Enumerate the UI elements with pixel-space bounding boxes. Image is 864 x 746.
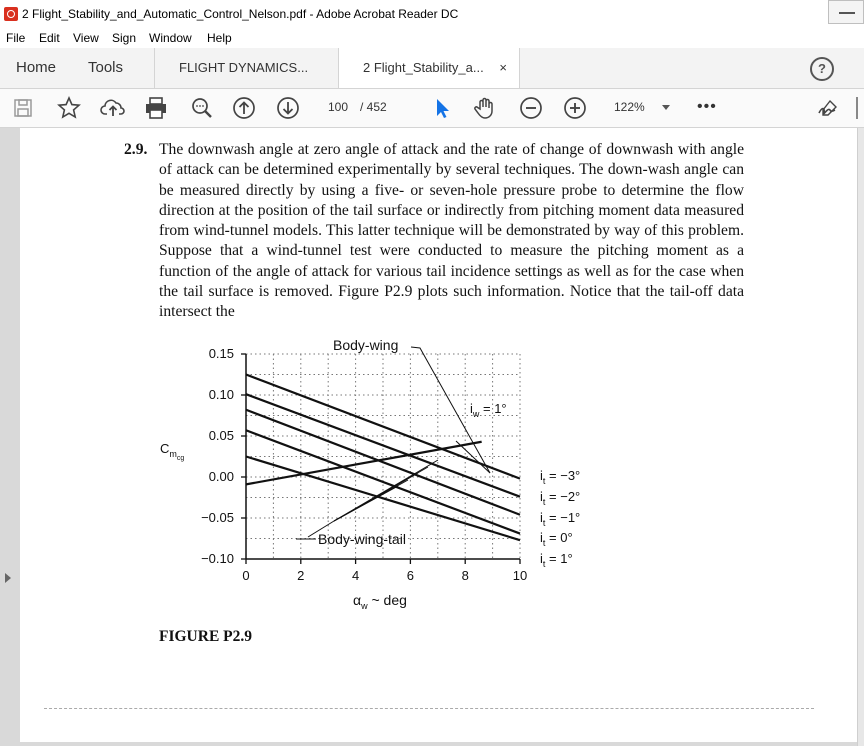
- series-label: $i_t = -1^\circ$: [540, 510, 581, 528]
- page-bottom-rule: [44, 708, 814, 709]
- hand-tool-icon[interactable]: [472, 95, 498, 121]
- zoom-out-icon[interactable]: [518, 95, 544, 121]
- body-wing-tail-label: Body-wing-tail: [318, 531, 406, 547]
- close-tab-icon[interactable]: ×: [499, 60, 507, 75]
- save-icon[interactable]: [10, 95, 36, 121]
- vertical-scrollbar[interactable]: [857, 128, 864, 746]
- select-arrow-icon[interactable]: [429, 95, 455, 121]
- problem-text: The downwash angle at zero angle of attack and the rate of change of downwash with angle of attack can be determined experimentally by several techniques. The down-wash angle can be measured directly by using a five- or seven-hole pressure probe to determine the flow direction at the position of the tail surface or indirectly from pitching moment data measured from wind-tunnel models. This latter technique will be demonstrated by way of this problem. Suppose that a wind-tunnel test were conducted to measure the pitching moment as a function of the angle of attack for various tail incidence settings as well as for the case when the tail surface is removed. Figure P2.9 plots such information. Notice that the tail-off data intersect the: [159, 141, 744, 321]
- x-axis-label: $\alpha_w$ ~ deg: [353, 592, 407, 611]
- menu-edit[interactable]: Edit: [39, 31, 60, 45]
- menu-sign[interactable]: Sign: [112, 31, 137, 45]
- series-label: $i_t = 0^\circ$: [540, 530, 573, 548]
- toolbar: [0, 89, 864, 128]
- help-icon[interactable]: ?: [810, 57, 834, 81]
- tab-label: 2 Flight_Stability_a...: [363, 60, 484, 75]
- figure-caption: FIGURE P2.9: [159, 628, 252, 645]
- page-total: / 452: [360, 100, 387, 114]
- y-axis-label: $C_{mcg}$: [160, 441, 185, 462]
- menu-help[interactable]: Help: [207, 31, 232, 45]
- more-tools-icon[interactable]: •••: [697, 98, 717, 115]
- chevron-down-icon: [662, 105, 670, 110]
- x-tick-label: 10: [512, 568, 528, 583]
- x-tick-label: 6: [406, 568, 415, 583]
- menu-window[interactable]: Window: [149, 31, 192, 45]
- left-gutter: [0, 128, 20, 746]
- y-tick-label: −0.05: [201, 510, 234, 525]
- acrobat-pdf-icon: [4, 7, 18, 21]
- series-label: $i_t = 1^\circ$: [540, 551, 573, 569]
- menu-bar: [0, 30, 864, 49]
- tab-bar: [0, 48, 864, 89]
- y-tick-label: 0.10: [208, 387, 234, 402]
- window-title: 2 Flight_Stability_and_Automatic_Control_Nelson.pdf - Adobe Acrobat Reader DC: [22, 7, 459, 21]
- menu-file[interactable]: File: [6, 31, 26, 45]
- toolbar-edge: [856, 97, 858, 119]
- tab-document-flight-stability[interactable]: [338, 48, 520, 88]
- iw-label: $i_w = 1^\circ$: [470, 401, 507, 419]
- sign-icon[interactable]: [815, 95, 841, 121]
- x-tick-label: 2: [297, 568, 305, 583]
- series-line: [246, 442, 482, 485]
- y-tick-label: 0.05: [208, 428, 234, 443]
- series-label: $i_t = -2^\circ$: [540, 489, 581, 507]
- body-wing-label: Body-wing: [333, 337, 399, 353]
- zoom-search-icon[interactable]: [189, 95, 215, 121]
- upload-cloud-icon[interactable]: [100, 95, 126, 121]
- problem-number: 2.9.: [124, 141, 148, 158]
- print-icon[interactable]: [143, 95, 169, 121]
- expand-pane-icon[interactable]: [5, 573, 11, 583]
- y-tick-label: −0.10: [201, 551, 234, 566]
- page-down-icon[interactable]: [275, 95, 301, 121]
- tab-home[interactable]: Home: [16, 59, 57, 76]
- title-bar: [0, 0, 864, 31]
- zoom-value: 122%: [614, 100, 645, 114]
- page-number-input[interactable]: 100: [327, 100, 349, 114]
- zoom-in-icon[interactable]: [562, 95, 588, 121]
- tab-document-flight-dynamics[interactable]: [154, 48, 334, 88]
- minimize-button[interactable]: [828, 0, 864, 24]
- menu-view[interactable]: View: [73, 31, 99, 45]
- document-viewer[interactable]: [0, 128, 864, 746]
- zoom-dropdown[interactable]: [614, 96, 670, 118]
- x-tick-label: 0: [242, 568, 250, 583]
- bookmark-star-icon[interactable]: [56, 95, 82, 121]
- x-tick-label: 8: [461, 568, 469, 583]
- tab-label: FLIGHT DYNAMICS...: [179, 60, 309, 75]
- y-tick-label: 0.00: [208, 469, 234, 484]
- tab-tools[interactable]: Tools: [88, 59, 124, 76]
- page-up-icon[interactable]: [231, 95, 257, 121]
- figure-chart: [20, 128, 858, 742]
- y-tick-label: 0.15: [208, 346, 234, 361]
- pdf-page: [20, 128, 858, 742]
- series-label: $i_t = -3^\circ$: [540, 468, 581, 486]
- x-tick-label: 4: [351, 568, 360, 583]
